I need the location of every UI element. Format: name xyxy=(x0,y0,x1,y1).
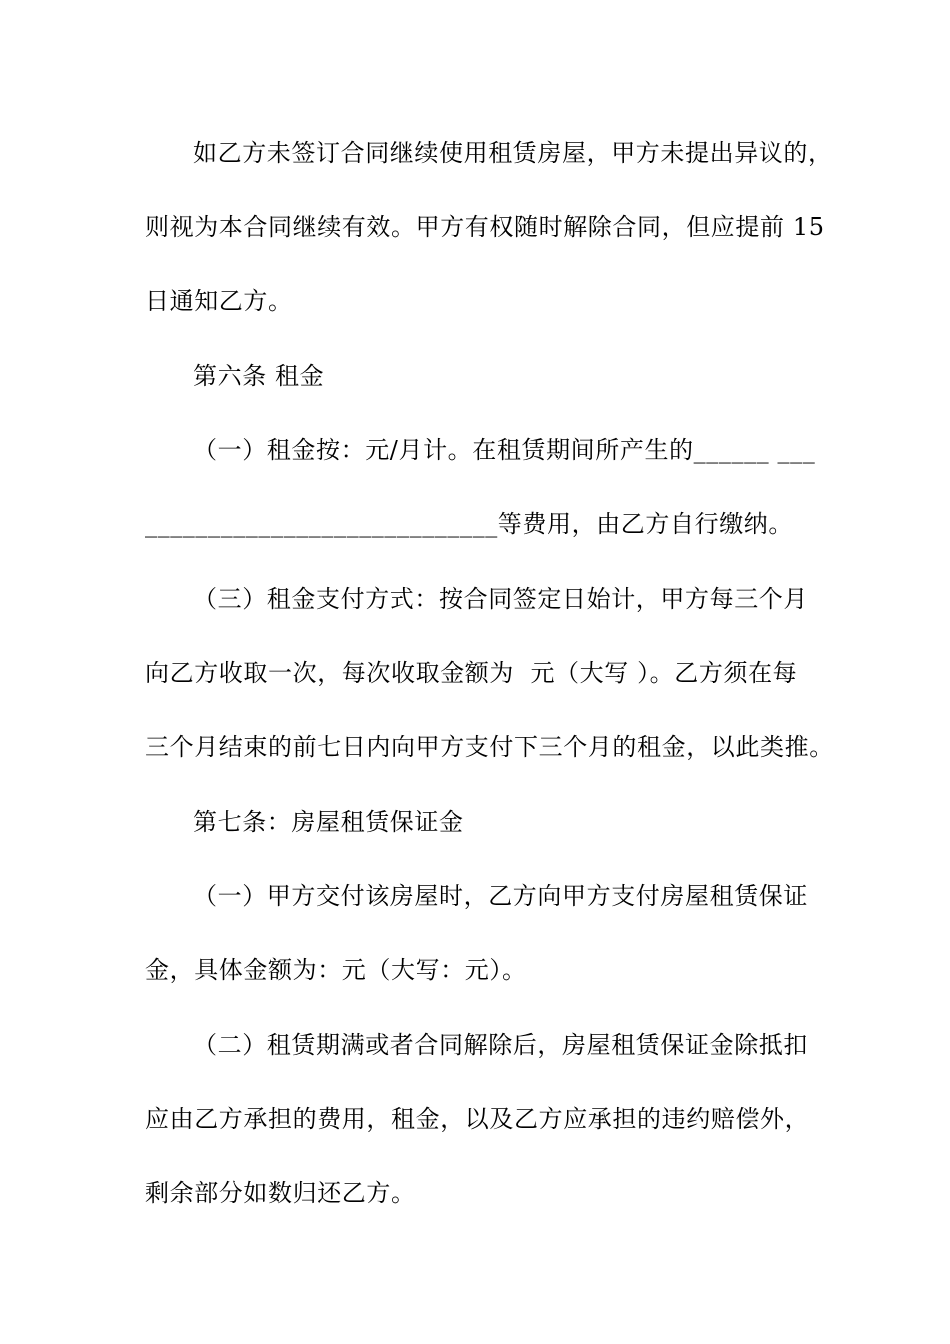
paragraph-line: （二）租赁期满或者合同解除后，房屋租赁保证金除抵扣 xyxy=(193,1031,808,1059)
paragraph-line: （一）甲方交付该房屋时，乙方向甲方支付房屋租赁保证 xyxy=(193,882,808,910)
section-heading: 第六条 租金 xyxy=(193,362,325,390)
paragraph-line: （一）租金按：元/月计。在租赁期间所产生的______ ___ xyxy=(193,436,816,464)
paragraph-line: ____________________________等费用，由乙方自行缴纳。 xyxy=(145,510,793,538)
paragraph-line: 应由乙方承担的费用，租金，以及乙方应承担的违约赔偿外， xyxy=(145,1105,810,1133)
paragraph-line: 金，具体金额为：元（大写：元）。 xyxy=(145,956,527,984)
paragraph-line: 向乙方收取一次，每次收取金额为 元（大写 ）。乙方须在每 xyxy=(145,659,798,687)
paragraph-line: 则视为本合同继续有效。甲方有权随时解除合同，但应提前 15 xyxy=(145,213,825,241)
paragraph-line: 如乙方未签订合同继续使用租赁房屋，甲方未提出异议的， xyxy=(193,139,833,167)
paragraph-line: 三个月结束的前七日内向甲方支付下三个月的租金，以此类推。 xyxy=(145,733,834,761)
paragraph-line: （三）租金支付方式：按合同签定日始计，甲方每三个月 xyxy=(193,585,808,613)
paragraph-line: 日通知乙方。 xyxy=(145,287,293,315)
paragraph-line: 剩余部分如数归还乙方。 xyxy=(145,1179,416,1207)
section-heading: 第七条：房屋租赁保证金 xyxy=(193,808,464,836)
